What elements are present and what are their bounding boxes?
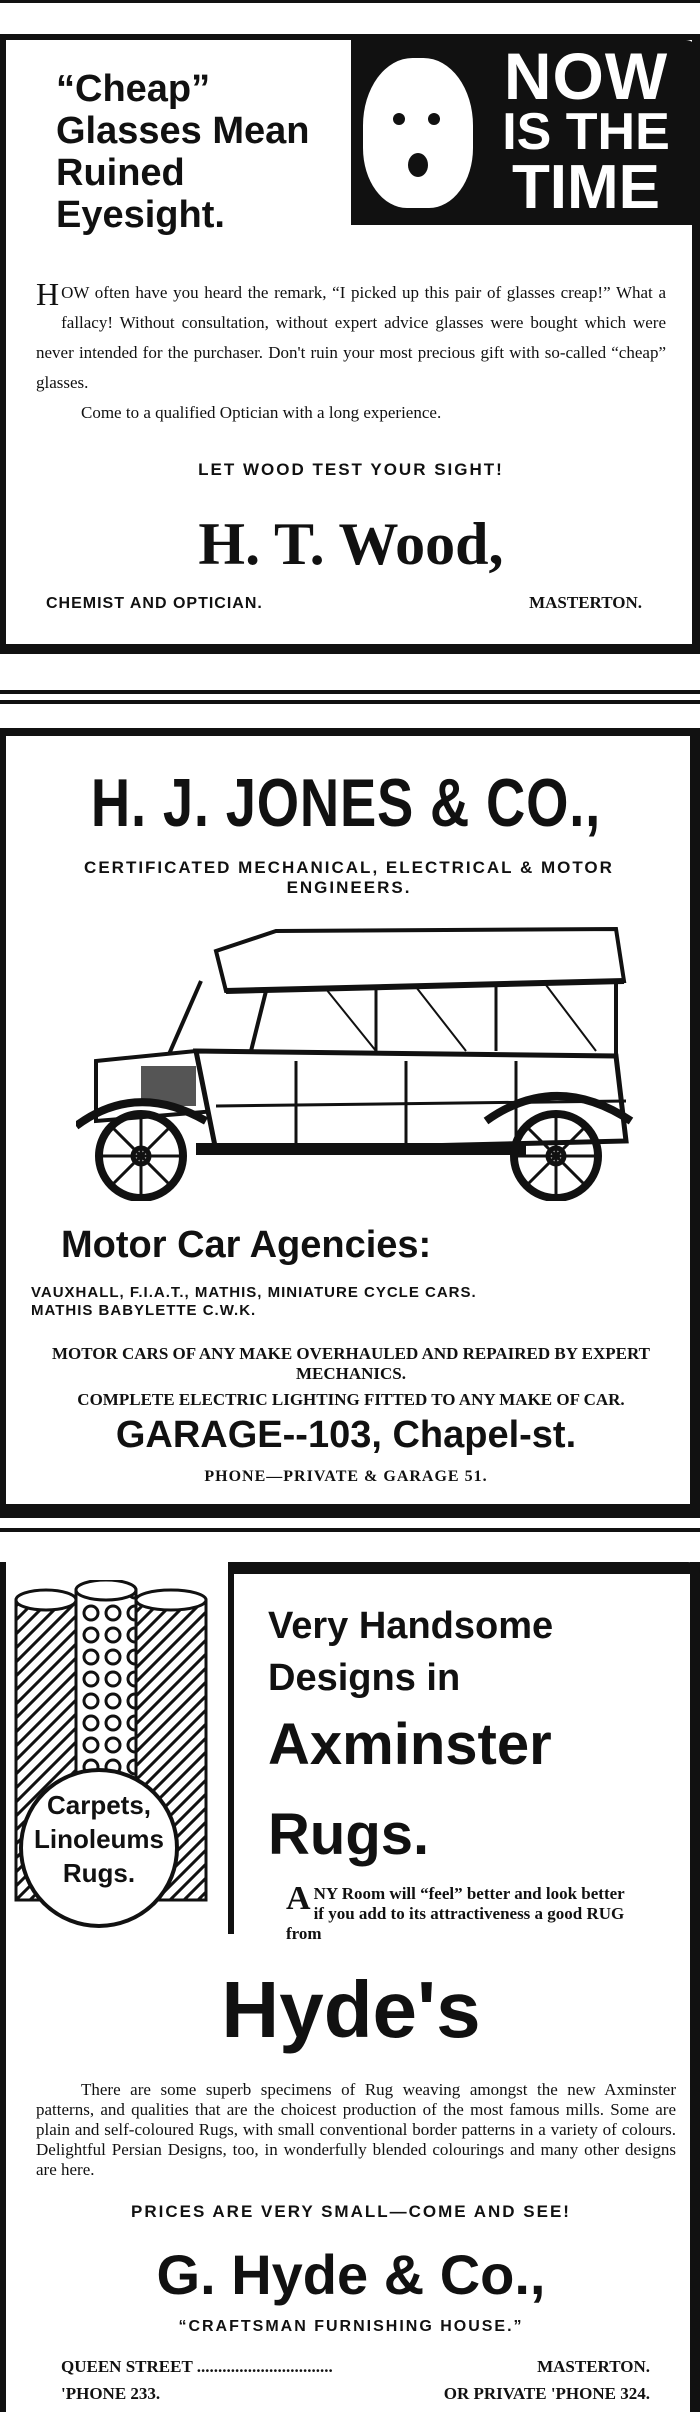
business-name: H. J. JONES & CO., <box>90 765 602 841</box>
agency-line: VAUXHALL, F.I.A.T., MATHIS, MINIATURE CYCLE CARS. <box>31 1284 477 1301</box>
roll-label-line: Rugs. <box>62 1858 136 1888</box>
separator-rule-3 <box>0 1528 700 1532</box>
frame-left-bar <box>228 1562 234 1934</box>
jones-motor-ad <box>0 728 700 1518</box>
business-tagline: “CRAFTSMAN FURNISHING HOUSE.” <box>178 2318 524 2335</box>
banner-line: NOW <box>503 39 669 113</box>
heading-line: Eyesight. <box>56 194 225 236</box>
heading-line: Very Handsome <box>268 1605 554 1647</box>
heading-line: Ruined <box>56 152 185 194</box>
surprised-face-illustration <box>363 58 473 208</box>
banner-line: TIME <box>511 153 661 222</box>
business-name: H. T. Wood, <box>198 511 504 577</box>
street-address: QUEEN STREET ................................ <box>61 2357 333 2376</box>
body-paragraph: OW often have you heard the remark, “I picked up this pair of glasses creap!” What a fallacy! Without consultation, without expert advice glasses were bought which were never intended for the purchaser. Don't ruin your most precious gift with so-called “cheap” glasses. <box>36 283 666 392</box>
now-is-the-time-banner <box>351 40 696 225</box>
intro-text <box>286 1880 626 1944</box>
repair-notice <box>31 1322 671 1410</box>
brand-name: Hyde's <box>221 1965 481 2054</box>
phone-line: PHONE—PRIVATE & GARAGE 51. <box>204 1468 488 1485</box>
agencies-heading: Motor Car Agencies: <box>61 1224 432 1266</box>
heading-line: Axminster <box>268 1712 552 1777</box>
private-phone-line: OR PRIVATE 'PHONE 324. <box>443 2384 650 2403</box>
business-role: CHEMIST AND OPTICIAN. <box>46 595 263 612</box>
heading-line: Rugs. <box>268 1802 430 1867</box>
business-town: MASTERTON. <box>537 2357 650 2376</box>
wood-optician-ad <box>0 34 700 654</box>
ad-heading <box>56 68 356 236</box>
prices-line: PRICES ARE VERY SMALL—COME AND SEE! <box>131 2202 571 2221</box>
business-name: G. Hyde & Co., <box>156 2243 546 2306</box>
heading-small <box>268 1600 553 1704</box>
top-rule <box>0 0 700 3</box>
heading-line: Designs in <box>268 1657 461 1699</box>
business-town: MASTERTON. <box>529 593 642 612</box>
repair-line: COMPLETE ELECTRIC LIGHTING FITTED TO ANY MAKE OF CAR. <box>77 1390 625 1409</box>
agency-line: MATHIS BABYLETTE C.W.K. <box>31 1302 257 1319</box>
heading-line: Glasses Mean <box>56 110 310 152</box>
banner-line: IS THE <box>502 103 670 161</box>
phone-line: 'PHONE 233. <box>61 2384 161 2403</box>
heading-large <box>268 1700 552 1880</box>
roll-label-line: Linoleums <box>33 1824 164 1854</box>
garage-address: GARAGE--103, Chapel-st. <box>115 1414 577 1456</box>
ad-body-text <box>36 278 666 428</box>
business-subtitle: CERTIFICATED MECHANICAL, ELECTRICAL & MOTOR ENGINEERS. <box>84 858 614 897</box>
body-paragraph: There are some superb specimens of Rug weaving amongst the new Axminster patterns, and qualities that are the choicest production of the most famous mills. Some are plain and self-coloured Rugs, with small conventional border patterns in a variety of colours. Delightful Persian Designs, too, in wonderfully blended colourings and many other designs are here. <box>36 2080 676 2179</box>
intro-paragraph: NY Room will “feel” better and look better if you add to its attractiveness a good RUG from <box>286 1884 625 1943</box>
roll-label <box>24 1788 174 1890</box>
separator-rule-2 <box>0 700 700 704</box>
separator-rule-1 <box>0 690 700 694</box>
call-to-action: LET WOOD TEST YOUR SIGHT! <box>198 460 504 479</box>
touring-car-illustration <box>76 911 636 1201</box>
repair-line: MOTOR CARS OF ANY MAKE OVERHAULED AND REPAIRED BY EXPERT MECHANICS. <box>51 1344 651 1383</box>
agency-list <box>31 1284 671 1320</box>
drop-cap: H <box>36 276 60 312</box>
heading-line: “Cheap” <box>56 68 211 110</box>
carpet-rolls-illustration <box>14 1580 224 1940</box>
frame-top-bar <box>228 1562 700 1574</box>
drop-cap: A <box>286 1880 311 1917</box>
roll-label-line: Carpets, <box>46 1790 152 1820</box>
hyde-rugs-ad <box>0 1562 700 2412</box>
body-paragraph: Come to a qualified Optician with a long experience. <box>81 403 442 422</box>
